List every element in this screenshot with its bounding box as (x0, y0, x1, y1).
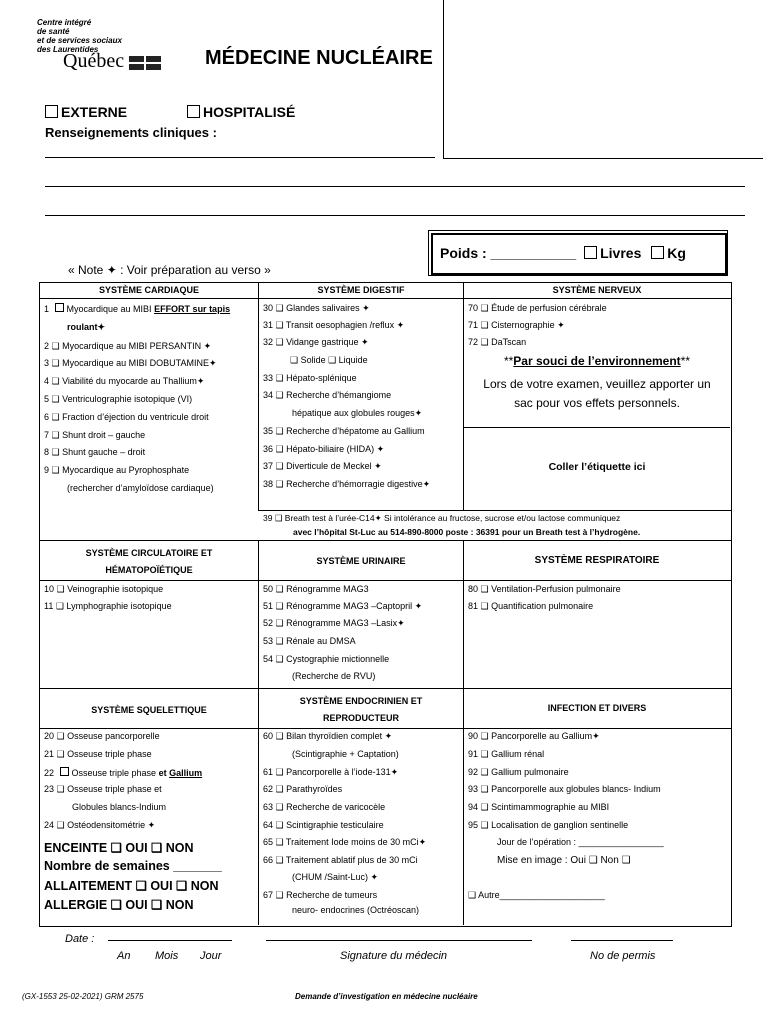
header-urinaire: SYSTÈME URINAIRE (316, 556, 406, 566)
exam-item-cont: Globules blancs-Indium (72, 802, 167, 812)
header-line: REPRODUCTEUR (322, 713, 399, 723)
poids-label: Poids : ___________ (440, 245, 577, 261)
livres-label: Livres (600, 245, 642, 261)
exam-item[interactable]: 32 ❑ Vidange gastrique ✦ (263, 337, 369, 347)
exam-item-cont: (Recherche de RVU) (292, 671, 376, 681)
exam-item[interactable]: 24 ❑ Ostéodensitométrie ✦ (44, 820, 156, 830)
permis-line[interactable] (571, 940, 673, 941)
grid-divider (258, 510, 731, 511)
exam-item[interactable]: 50 ❑ Rénogramme MAG3 (263, 584, 369, 594)
exam-item[interactable]: 60 ❑ Bilan thyroïdien complet ✦ (263, 731, 393, 741)
breath-test-note: avec l’hôpital St-Luc au 514-890-8000 poste : 36391 pour un Breath test à l’hydrogène. (293, 527, 641, 537)
exam-item[interactable]: 35 ❑ Recherche d’hépatome au Gallium (263, 426, 425, 436)
hospitalise-checkbox[interactable] (187, 104, 295, 120)
breath-test-item[interactable]: 39 ❑ Breath test à l’urée-C14✦ Si intolérance au fructose, sucrose et/ou lactose communiquez (263, 513, 621, 523)
checkbox-icon[interactable] (584, 246, 597, 259)
environment-text: sac pour vos effets personnels. (514, 396, 680, 410)
header-respiratoire: SYSTÈME RESPIRATOIRE (534, 555, 660, 566)
allaitement-field[interactable]: ALLAITEMENT ❑ OUI ❑ NON (44, 879, 219, 893)
exam-item-cont: (Scintigraphie + Captation) (292, 749, 399, 759)
note: « Note ✦ : Voir préparation au verso » (68, 263, 271, 277)
exam-item[interactable]: 1 Myocardique au MIBI EFFORT sur tapis (44, 304, 231, 314)
environment-text: Lors de votre examen, veuillez apporter un (483, 377, 711, 391)
clinical-info-line[interactable] (45, 157, 435, 158)
enceinte-field[interactable]: ENCEINTE ❑ OUI ❑ NON (44, 841, 194, 855)
exam-item[interactable]: 72 ❑ DaTscan (468, 337, 527, 347)
exam-item[interactable]: 23 ❑ Osseuse triple phase et (44, 784, 162, 794)
checkbox-label: HOSPITALISÉ (203, 104, 296, 120)
org-line: et de services sociaux (37, 36, 122, 45)
header-line: HÉMATOPOÏÉTIQUE (105, 565, 193, 575)
header-endocrinien (259, 693, 463, 727)
grid-divider (39, 580, 731, 581)
grid-divider (39, 540, 731, 541)
exam-item[interactable]: 53 ❑ Rénale au DMSA (263, 636, 356, 646)
exam-item[interactable]: 21 ❑ Osseuse triple phase (44, 749, 152, 759)
grid-divider (39, 688, 731, 689)
quebec-flag-icon (129, 56, 161, 70)
page-title: MÉDECINE NUCLÉAIRE (205, 47, 433, 69)
checkbox-icon (45, 105, 58, 118)
environment-title: **Par souci de l’environnement** (503, 354, 691, 368)
province-name: Québec (63, 50, 125, 72)
exam-item[interactable]: 6 ❑ Fraction d’éjection du ventricule droit (44, 412, 209, 422)
exam-item[interactable]: 61 ❑ Pancorporelle à l’iode-131✦ (263, 767, 399, 777)
label-placeholder: Coller l’étiquette ici (548, 461, 646, 473)
semaines-field[interactable]: Nombre de semaines _______ (44, 859, 222, 873)
checkbox-icon[interactable] (651, 246, 664, 259)
checkbox-label: EXTERNE (61, 104, 128, 120)
exam-item[interactable]: 2 ❑ Myocardique au MIBI PERSANTIN ✦ (44, 341, 212, 351)
exam-item[interactable]: 54 ❑ Cystographie mictionnelle (263, 654, 390, 664)
exam-item[interactable]: 3 ❑ Myocardique au MIBI DOBUTAMINE✦ (44, 358, 217, 368)
exam-item[interactable]: 63 ❑ Recherche de varicocèle (263, 802, 386, 812)
permis-label: No de permis (590, 950, 656, 962)
grid-divider (39, 298, 731, 299)
date-label: Date : (65, 933, 95, 945)
corner-divider (443, 0, 444, 158)
exam-item-cont: (rechercher d’amyloïdose cardiaque) (67, 483, 214, 493)
exam-item[interactable]: 20 ❑ Osseuse pancorporelle (44, 731, 160, 741)
exam-item-options[interactable]: ❑ Solide ❑ Liquide (290, 355, 368, 365)
exam-item-cont: hépatique aux globules rouges✦ (292, 408, 423, 418)
exam-item[interactable]: 66 ❑ Traitement ablatif plus de 30 mCi (263, 855, 418, 865)
header-infection: INFECTION ET DIVERS (547, 703, 647, 713)
exam-item[interactable]: 51 ❑ Rénogramme MAG3 –Captopril ✦ (263, 601, 423, 611)
date-line[interactable] (108, 940, 232, 941)
signature-label: Signature du médecin (340, 950, 448, 962)
exam-item-cont: roulant✦ (67, 322, 106, 332)
clinical-info-line[interactable] (45, 215, 745, 216)
checkbox-icon[interactable] (60, 767, 69, 776)
exam-item[interactable]: 36 ❑ Hépato-biliaire (HIDA) ✦ (263, 444, 385, 454)
org-line: des Laurentides (37, 45, 99, 54)
org-line: Centre intégré (37, 18, 92, 27)
exam-item[interactable]: 81 ❑ Quantification pulmonaire (468, 601, 594, 611)
exam-item[interactable]: 52 ❑ Rénogramme MAG3 –Lasix✦ (263, 618, 405, 628)
exam-item[interactable]: 10 ❑ Veinographie isotopique (44, 584, 164, 594)
header-line: SYSTÈME ENDOCRINIEN ET (299, 696, 423, 706)
operation-day-field[interactable]: Jour de l’opération : _________________ (497, 837, 664, 847)
exam-item[interactable]: 64 ❑ Scintigraphie testiculaire (263, 820, 384, 830)
form-code: (GX-1553 25-02-2021) GRM 2575 (22, 992, 144, 1001)
exam-item[interactable]: 95 ❑ Localisation de ganglion sentinelle (468, 820, 629, 830)
exam-item[interactable]: 5 ❑ Ventriculographie isotopique (VI) (44, 394, 193, 404)
autre-field[interactable]: ❑ Autre_____________________ (468, 890, 605, 900)
grid-divider (39, 728, 731, 729)
exam-item[interactable]: 94 ❑ Scintimammographie au MIBI (468, 802, 610, 812)
grid-divider (258, 540, 259, 925)
imaging-field[interactable]: Mise en image : Oui ❑ Non ❑ (497, 855, 631, 866)
checkbox-icon (187, 105, 200, 118)
clinical-info-line[interactable] (45, 186, 745, 187)
day-label: Jour (200, 950, 222, 962)
exam-item[interactable]: 91 ❑ Gallium rénal (468, 749, 545, 759)
exam-item-cont: neuro- endocrines (Octréoscan) (292, 905, 420, 915)
header-squelettique: SYSTÈME SQUELETTIQUE (91, 705, 207, 715)
org-line: de santé (37, 27, 70, 36)
header-cardiaque: SYSTÈME CARDIAQUE (98, 285, 199, 295)
exam-item[interactable]: 71 ❑ Cisternographie ✦ (468, 320, 565, 330)
quebec-logo (63, 50, 161, 73)
exam-item[interactable]: 67 ❑ Recherche de tumeurs (263, 890, 378, 900)
renseignements-label: Renseignements cliniques : (45, 125, 217, 140)
exam-item[interactable]: 70 ❑ Étude de perfusion cérébrale (468, 303, 607, 313)
exam-item[interactable]: 9 ❑ Myocardique au Pyrophosphate (44, 465, 190, 475)
exam-item[interactable]: 34 ❑ Recherche d’hémangiome (263, 390, 392, 400)
exam-item[interactable]: 65 ❑ Traitement Iode moins de 30 mCi✦ (263, 837, 427, 847)
exam-item[interactable]: 33 ❑ Hépato-splénique (263, 373, 357, 383)
exam-item[interactable]: 93 ❑ Pancorporelle aux globules blancs- Indium (468, 784, 661, 794)
grid-divider (463, 427, 730, 428)
exam-item[interactable]: 22 Osseuse triple phase et Gallium (44, 768, 203, 778)
month-label: Mois (155, 950, 179, 962)
grid-divider (463, 540, 464, 925)
exam-item[interactable]: 8 ❑ Shunt gauche – droit (44, 447, 146, 457)
corner-divider (443, 158, 763, 159)
exam-item[interactable]: 92 ❑ Gallium pulmonaire (468, 767, 569, 777)
exam-item[interactable]: 90 ❑ Pancorporelle au Gallium✦ (468, 731, 600, 741)
exam-item[interactable]: 80 ❑ Ventilation-Perfusion pulmonaire (468, 584, 621, 594)
exam-item[interactable]: 11 ❑ Lymphographie isotopique (44, 601, 172, 611)
exam-item[interactable]: 4 ❑ Viabilité du myocarde au Thallium✦ (44, 376, 205, 386)
org-name (37, 18, 122, 54)
exam-item[interactable]: 31 ❑ Transit oesophagien /reflux ✦ (263, 320, 405, 330)
grid-divider (258, 282, 259, 510)
exam-item[interactable]: 62 ❑ Parathyroïdes (263, 784, 343, 794)
year-label: An (117, 950, 131, 962)
exam-item[interactable]: 37 ❑ Diverticule de Meckel ✦ (263, 461, 382, 471)
kg-label: Kg (667, 245, 686, 261)
signature-line[interactable] (266, 940, 532, 941)
poids-field[interactable] (440, 245, 686, 261)
exam-item[interactable]: 7 ❑ Shunt droit – gauche (44, 430, 146, 440)
allergie-field[interactable]: ALLERGIE ❑ OUI ❑ NON (44, 898, 194, 912)
exam-item[interactable]: 30 ❑ Glandes salivaires ✦ (263, 303, 370, 313)
header-nerveux: SYSTÈME NERVEUX (552, 285, 642, 295)
header-circulatoire (40, 545, 258, 579)
exam-item[interactable]: 38 ❑ Recherche d’hémorragie digestive✦ (263, 479, 431, 489)
header-digestif: SYSTÈME DIGESTIF (317, 285, 405, 295)
document-title: Demande d’investigation en médecine nucléaire (295, 992, 478, 1001)
header-line: SYSTÈME CIRCULATOIRE ET (85, 548, 213, 558)
exam-item-cont: (CHUM /Saint-Luc) ✦ (292, 872, 379, 882)
externe-checkbox[interactable] (45, 104, 127, 120)
checkbox-icon[interactable] (55, 303, 64, 312)
